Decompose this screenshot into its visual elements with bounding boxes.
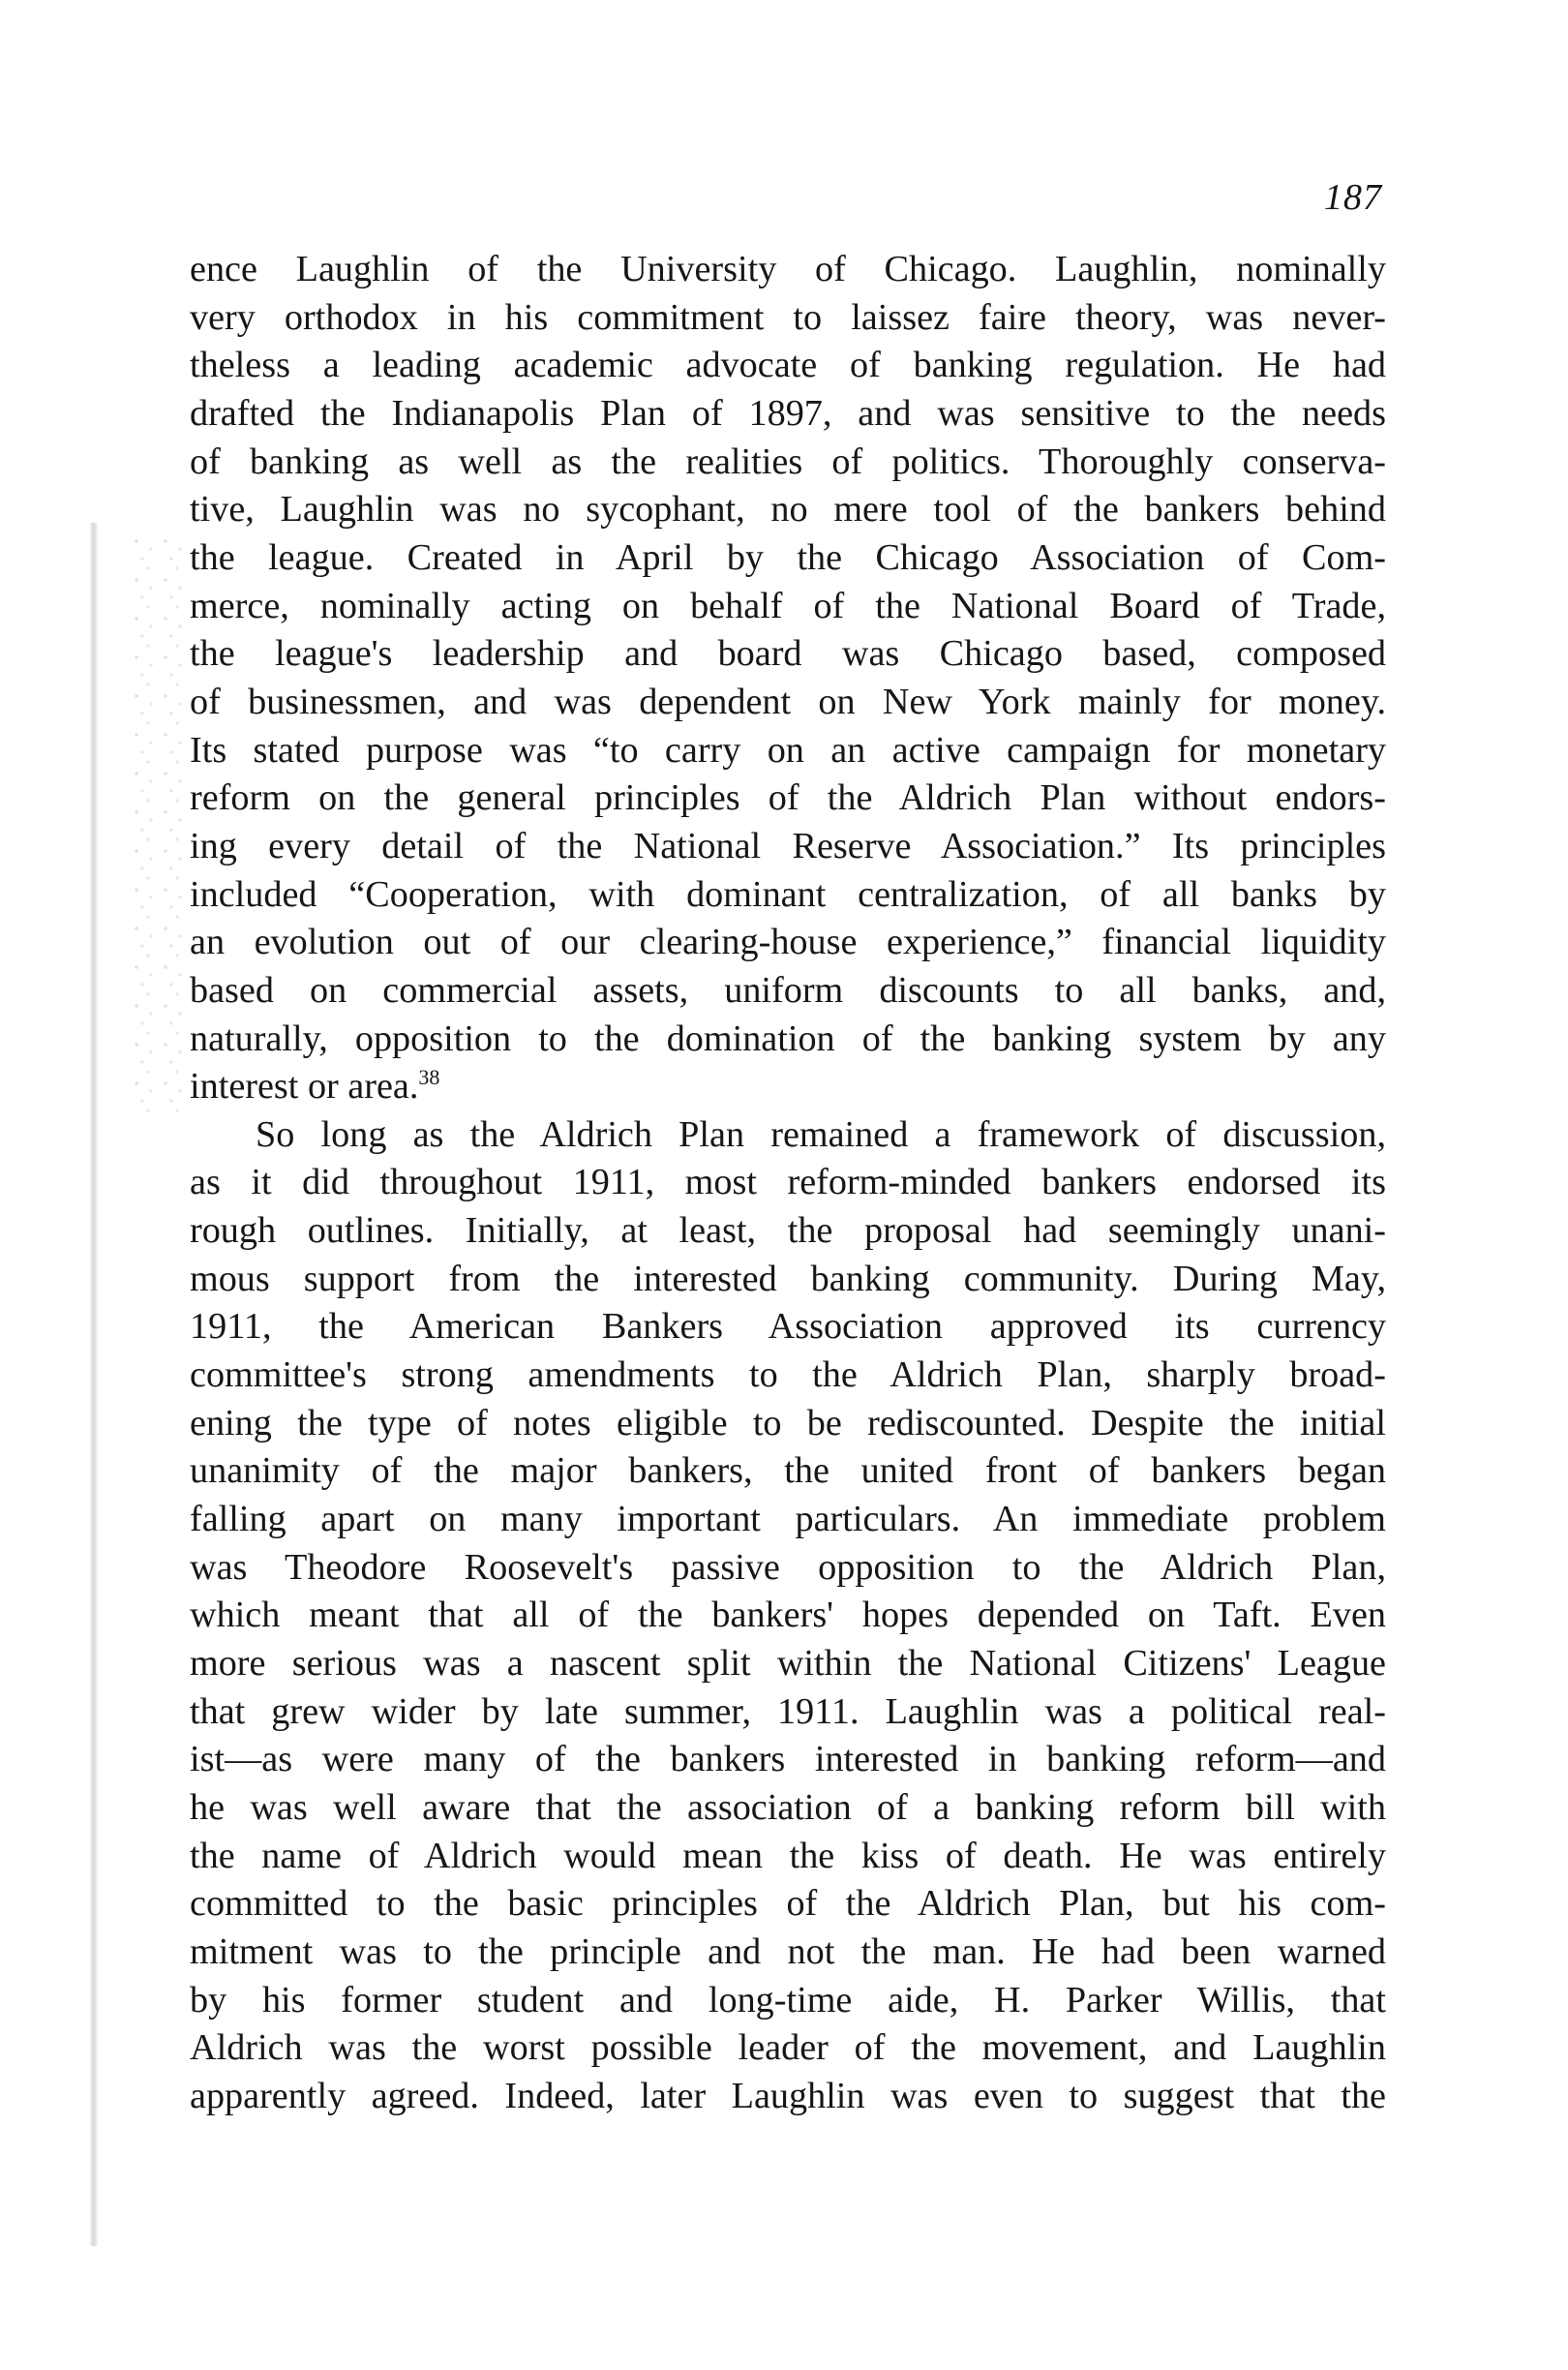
text-line: of banking as well as the realities of politics. Thoroughly conserva-: [190, 441, 1386, 482]
text-line: drafted the Indianapolis Plan of 1897, and was sensitive to the needs: [190, 392, 1386, 434]
text-line: the league's leadership and board was Chicago based, composed: [190, 633, 1386, 675]
text-line: very orthodox in his commitment to laissez faire theory, was never-: [190, 296, 1386, 338]
text-line: 1911, the American Bankers Association approved its currency: [190, 1306, 1386, 1348]
text-line: unanimity of the major bankers, the united front of bankers began: [190, 1450, 1386, 1492]
scan-specks: [131, 537, 189, 1118]
text-line: included “Cooperation, with dominant centralization, of all banks by: [190, 873, 1386, 915]
text-line: ence Laughlin of the University of Chicago. Laughlin, nominally: [190, 249, 1386, 289]
footnote-reference: 38: [418, 1065, 440, 1090]
text-line: committee's strong amendments to the Aldrich Plan, sharply broad-: [190, 1354, 1386, 1396]
binding-shadow: [89, 523, 99, 2246]
text-line: ist—as were many of the bankers interested in banking reform—and: [190, 1739, 1386, 1780]
text-line: was Theodore Roosevelt's passive opposition to the Aldrich Plan,: [190, 1546, 1386, 1588]
text-line: tive, Laughlin was no sycophant, no mere tool of the bankers behind: [190, 489, 1386, 531]
text-line: more serious was a nascent split within the National Citizens' League: [190, 1643, 1386, 1685]
text-line: mous support from the interested banking community. During May,: [190, 1258, 1386, 1299]
body-text: [190, 246, 1386, 2121]
text-line: rough outlines. Initially, at least, the proposal had seemingly unani-: [190, 1210, 1386, 1252]
text-line: the name of Aldrich would mean the kiss of death. He was entirely: [190, 1835, 1386, 1876]
text-line: by his former student and long-time aide, H. Parker Willis, that: [190, 1979, 1386, 2021]
text-line: apparently agreed. Indeed, later Laughlin was even to suggest that the: [190, 2075, 1386, 2116]
page-number: 187: [1324, 177, 1382, 218]
text-line: interest or area.: [190, 1066, 419, 1108]
text-line: naturally, opposition to the domination of the banking system by any: [190, 1018, 1386, 1059]
text-line: an evolution out of our clearing-house experience,” financial liquidity: [190, 922, 1386, 963]
text-line: ening the type of notes eligible to be rediscounted. Despite the initial: [190, 1402, 1386, 1443]
text-line: based on commercial assets, uniform discounts to all banks, and,: [190, 969, 1386, 1011]
text-line: of businessmen, and was dependent on New York mainly for money.: [190, 681, 1386, 722]
text-line: ing every detail of the National Reserve Association.” Its principles: [190, 825, 1386, 866]
text-line: So long as the Aldrich Plan remained a framework of discussion,: [256, 1113, 1386, 1155]
text-line: the league. Created in April by the Chicago Association of Com-: [190, 536, 1386, 578]
text-line: Aldrich was the worst possible leader of the movement, and Laughlin: [190, 2027, 1386, 2069]
text-line: as it did throughout 1911, most reform-minded bankers endorsed its: [190, 1162, 1386, 1203]
paragraph-end-line: [190, 1063, 1386, 1111]
text-line: mitment was to the principle and not the man. He had been warned: [190, 1930, 1386, 1972]
text-line: reform on the general principles of the Aldrich Plan without endors-: [190, 777, 1386, 819]
text-line: theless a leading academic advocate of banking regulation. He had: [190, 345, 1386, 386]
text-line: Its stated purpose was “to carry on an active campaign for monetary: [190, 729, 1386, 771]
text-line: he was well aware that the association of a banking reform bill with: [190, 1787, 1386, 1828]
text-line: falling apart on many important particulars. An immediate problem: [190, 1499, 1386, 1540]
text-line: that grew wider by late summer, 1911. Laughlin was a political real-: [190, 1690, 1386, 1732]
text-line: merce, nominally acting on behalf of the National Board of Trade,: [190, 585, 1386, 626]
text-line: committed to the basic principles of the Aldrich Plan, but his com-: [190, 1883, 1386, 1925]
text-line: which meant that all of the bankers' hopes depended on Taft. Even: [190, 1595, 1386, 1636]
